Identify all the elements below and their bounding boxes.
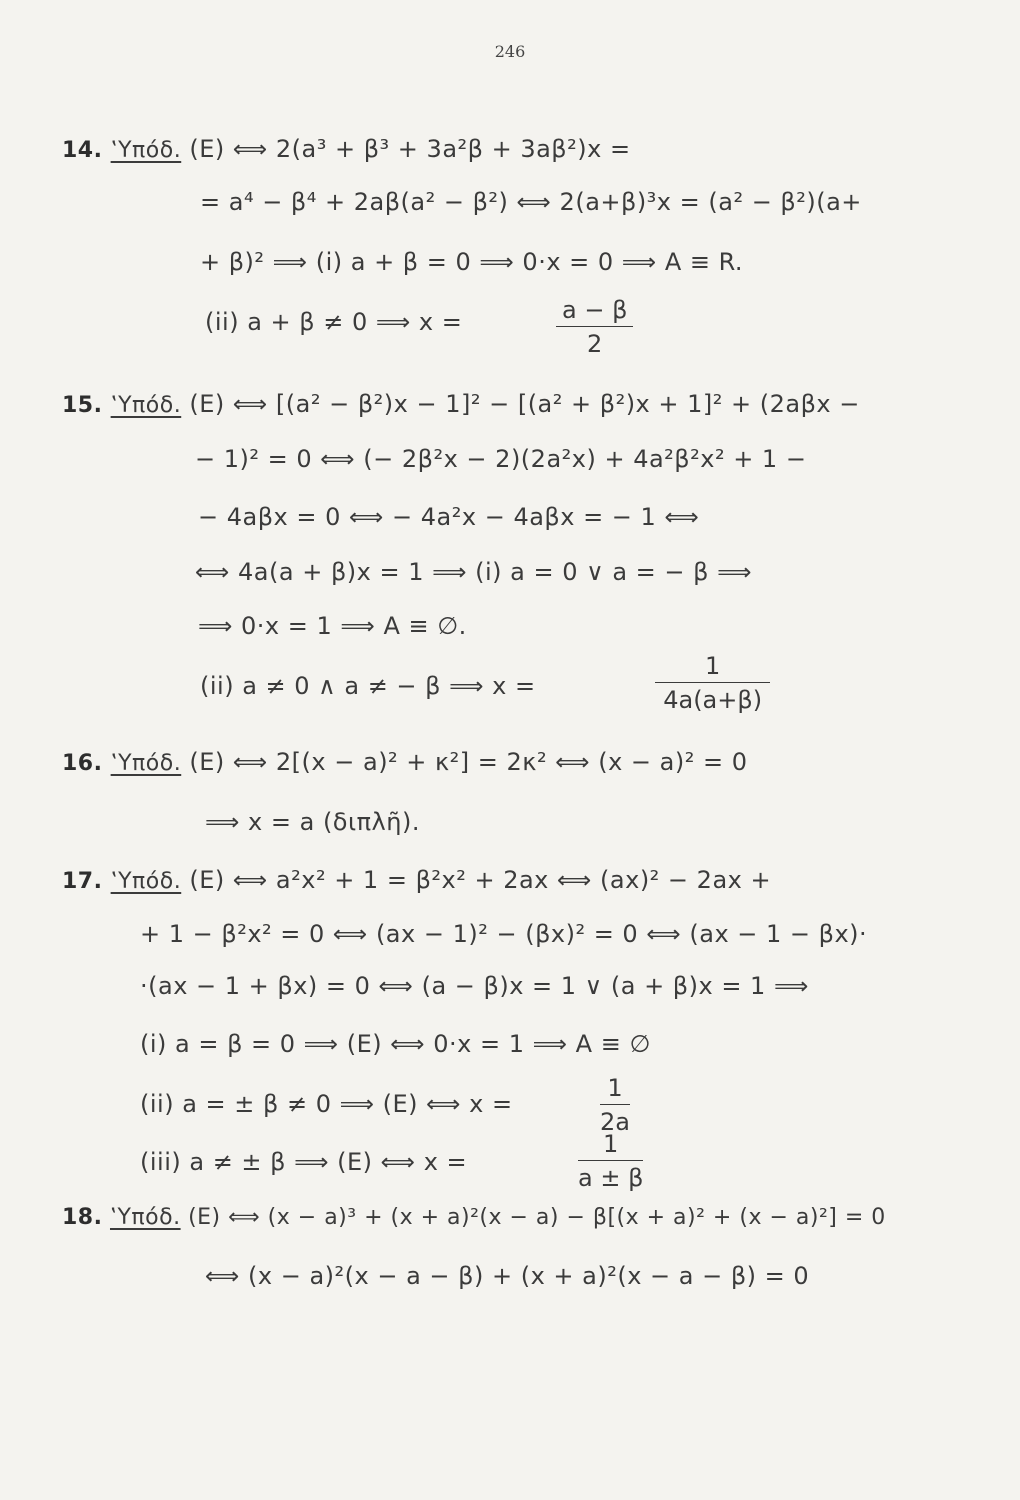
math-text: (E) ⟺ a²x² + 1 = β²x² + 2ax ⟺ (ax)² − 2ax + [189, 866, 772, 894]
fraction [600, 1074, 630, 1136]
hypothesis-label: ‛Υπόδ. [110, 751, 182, 776]
fraction-numerator: 1 [600, 1074, 630, 1105]
fraction-denominator: 2a [600, 1108, 630, 1136]
problem-15-line-6: (ii) a ≠ 0 ∧ a ≠ − β ⟹ x = [200, 672, 536, 700]
problem-14-line-2: = a⁴ − β⁴ + 2aβ(a² − β²) ⟺ 2(a+β)³x = (a² − β²)(a+ [200, 188, 862, 216]
problem-17-line-6: (iii) a ≠ ± β ⟹ (E) ⟺ x = [140, 1148, 468, 1176]
math-text: (E) ⟺ 2(a³ + β³ + 3a²β + 3aβ²)x = [189, 135, 631, 163]
page-number: 246 [494, 42, 526, 61]
fraction-denominator: a ± β [578, 1164, 644, 1192]
problem-15-line-5: ⟹ 0·x = 1 ⟹ A ≡ ∅. [198, 612, 467, 640]
fraction-denominator: 2 [587, 330, 603, 358]
problem-17-line-2: + 1 − β²x² = 0 ⟺ (ax − 1)² − (βx)² = 0 ⟺ (ax − 1 − βx)· [140, 920, 868, 948]
problem-18-line-1 [62, 1205, 886, 1230]
fraction-numerator: 1 [655, 652, 770, 683]
hypothesis-label: ‛Υπόδ. [110, 393, 182, 418]
problem-number: 16. [62, 751, 103, 776]
problem-18-line-2: ⟺ (x − a)²(x − a − β) + (x + a)²(x − a − β) = 0 [205, 1262, 810, 1290]
math-text: (E) ⟺ [(a² − β²)x − 1]² − [(a² + β²)x + 1]² + (2aβx − [189, 390, 860, 418]
problem-17-line-1 [62, 866, 771, 894]
fraction-numerator: 1 [578, 1130, 643, 1161]
problem-17-line-3: ·(ax − 1 + βx) = 0 ⟺ (a − β)x = 1 ∨ (a + β)x = 1 ⟹ [140, 972, 809, 1000]
problem-16-line-2: ⟹ x = a (διπλῆ). [205, 808, 420, 836]
problem-number: 17. [62, 869, 103, 894]
problem-17-line-4: (i) a = β = 0 ⟹ (E) ⟺ 0·x = 1 ⟹ A ≡ ∅ [140, 1030, 651, 1058]
fraction [655, 652, 770, 714]
hypothesis-label: ‛Υπόδ. [110, 138, 182, 163]
problem-number: 15. [62, 393, 103, 418]
problem-16-line-1 [62, 748, 748, 776]
problem-number: 14. [62, 138, 103, 163]
fraction-numerator: a − β [556, 296, 633, 327]
problem-14-line-1 [62, 135, 631, 163]
problem-15-line-1 [62, 390, 860, 418]
problem-14-line-4: (ii) a + β ≠ 0 ⟹ x = [205, 308, 463, 336]
fraction [578, 1130, 643, 1192]
problem-15-line-2: − 1)² = 0 ⟺ (− 2β²x − 2)(2a²x) + 4a²β²x² + 1 − [195, 445, 807, 473]
math-text: (E) ⟺ (x − a)³ + (x + a)²(x − a) − β[(x + a)² + (x − a)²] = 0 [188, 1205, 886, 1230]
problem-15-line-3: − 4aβx = 0 ⟺ − 4a²x − 4aβx = − 1 ⟺ [198, 503, 700, 531]
math-text: (E) ⟺ 2[(x − a)² + κ²] = 2κ² ⟺ (x − a)² = 0 [189, 748, 748, 776]
hypothesis-label: ‛Υπόδ. [109, 1205, 181, 1230]
problem-number: 18. [62, 1205, 103, 1230]
hypothesis-label: ‛Υπόδ. [110, 869, 182, 894]
fraction-denominator: 4a(a+β) [663, 686, 763, 714]
problem-17-line-5: (ii) a = ± β ≠ 0 ⟹ (E) ⟺ x = [140, 1090, 513, 1118]
fraction [556, 296, 633, 358]
problem-15-line-4: ⟺ 4a(a + β)x = 1 ⟹ (i) a = 0 ∨ a = − β ⟹ [195, 558, 752, 586]
problem-14-line-3: + β)² ⟹ (i) a + β = 0 ⟹ 0·x = 0 ⟹ A ≡ R. [200, 248, 744, 276]
